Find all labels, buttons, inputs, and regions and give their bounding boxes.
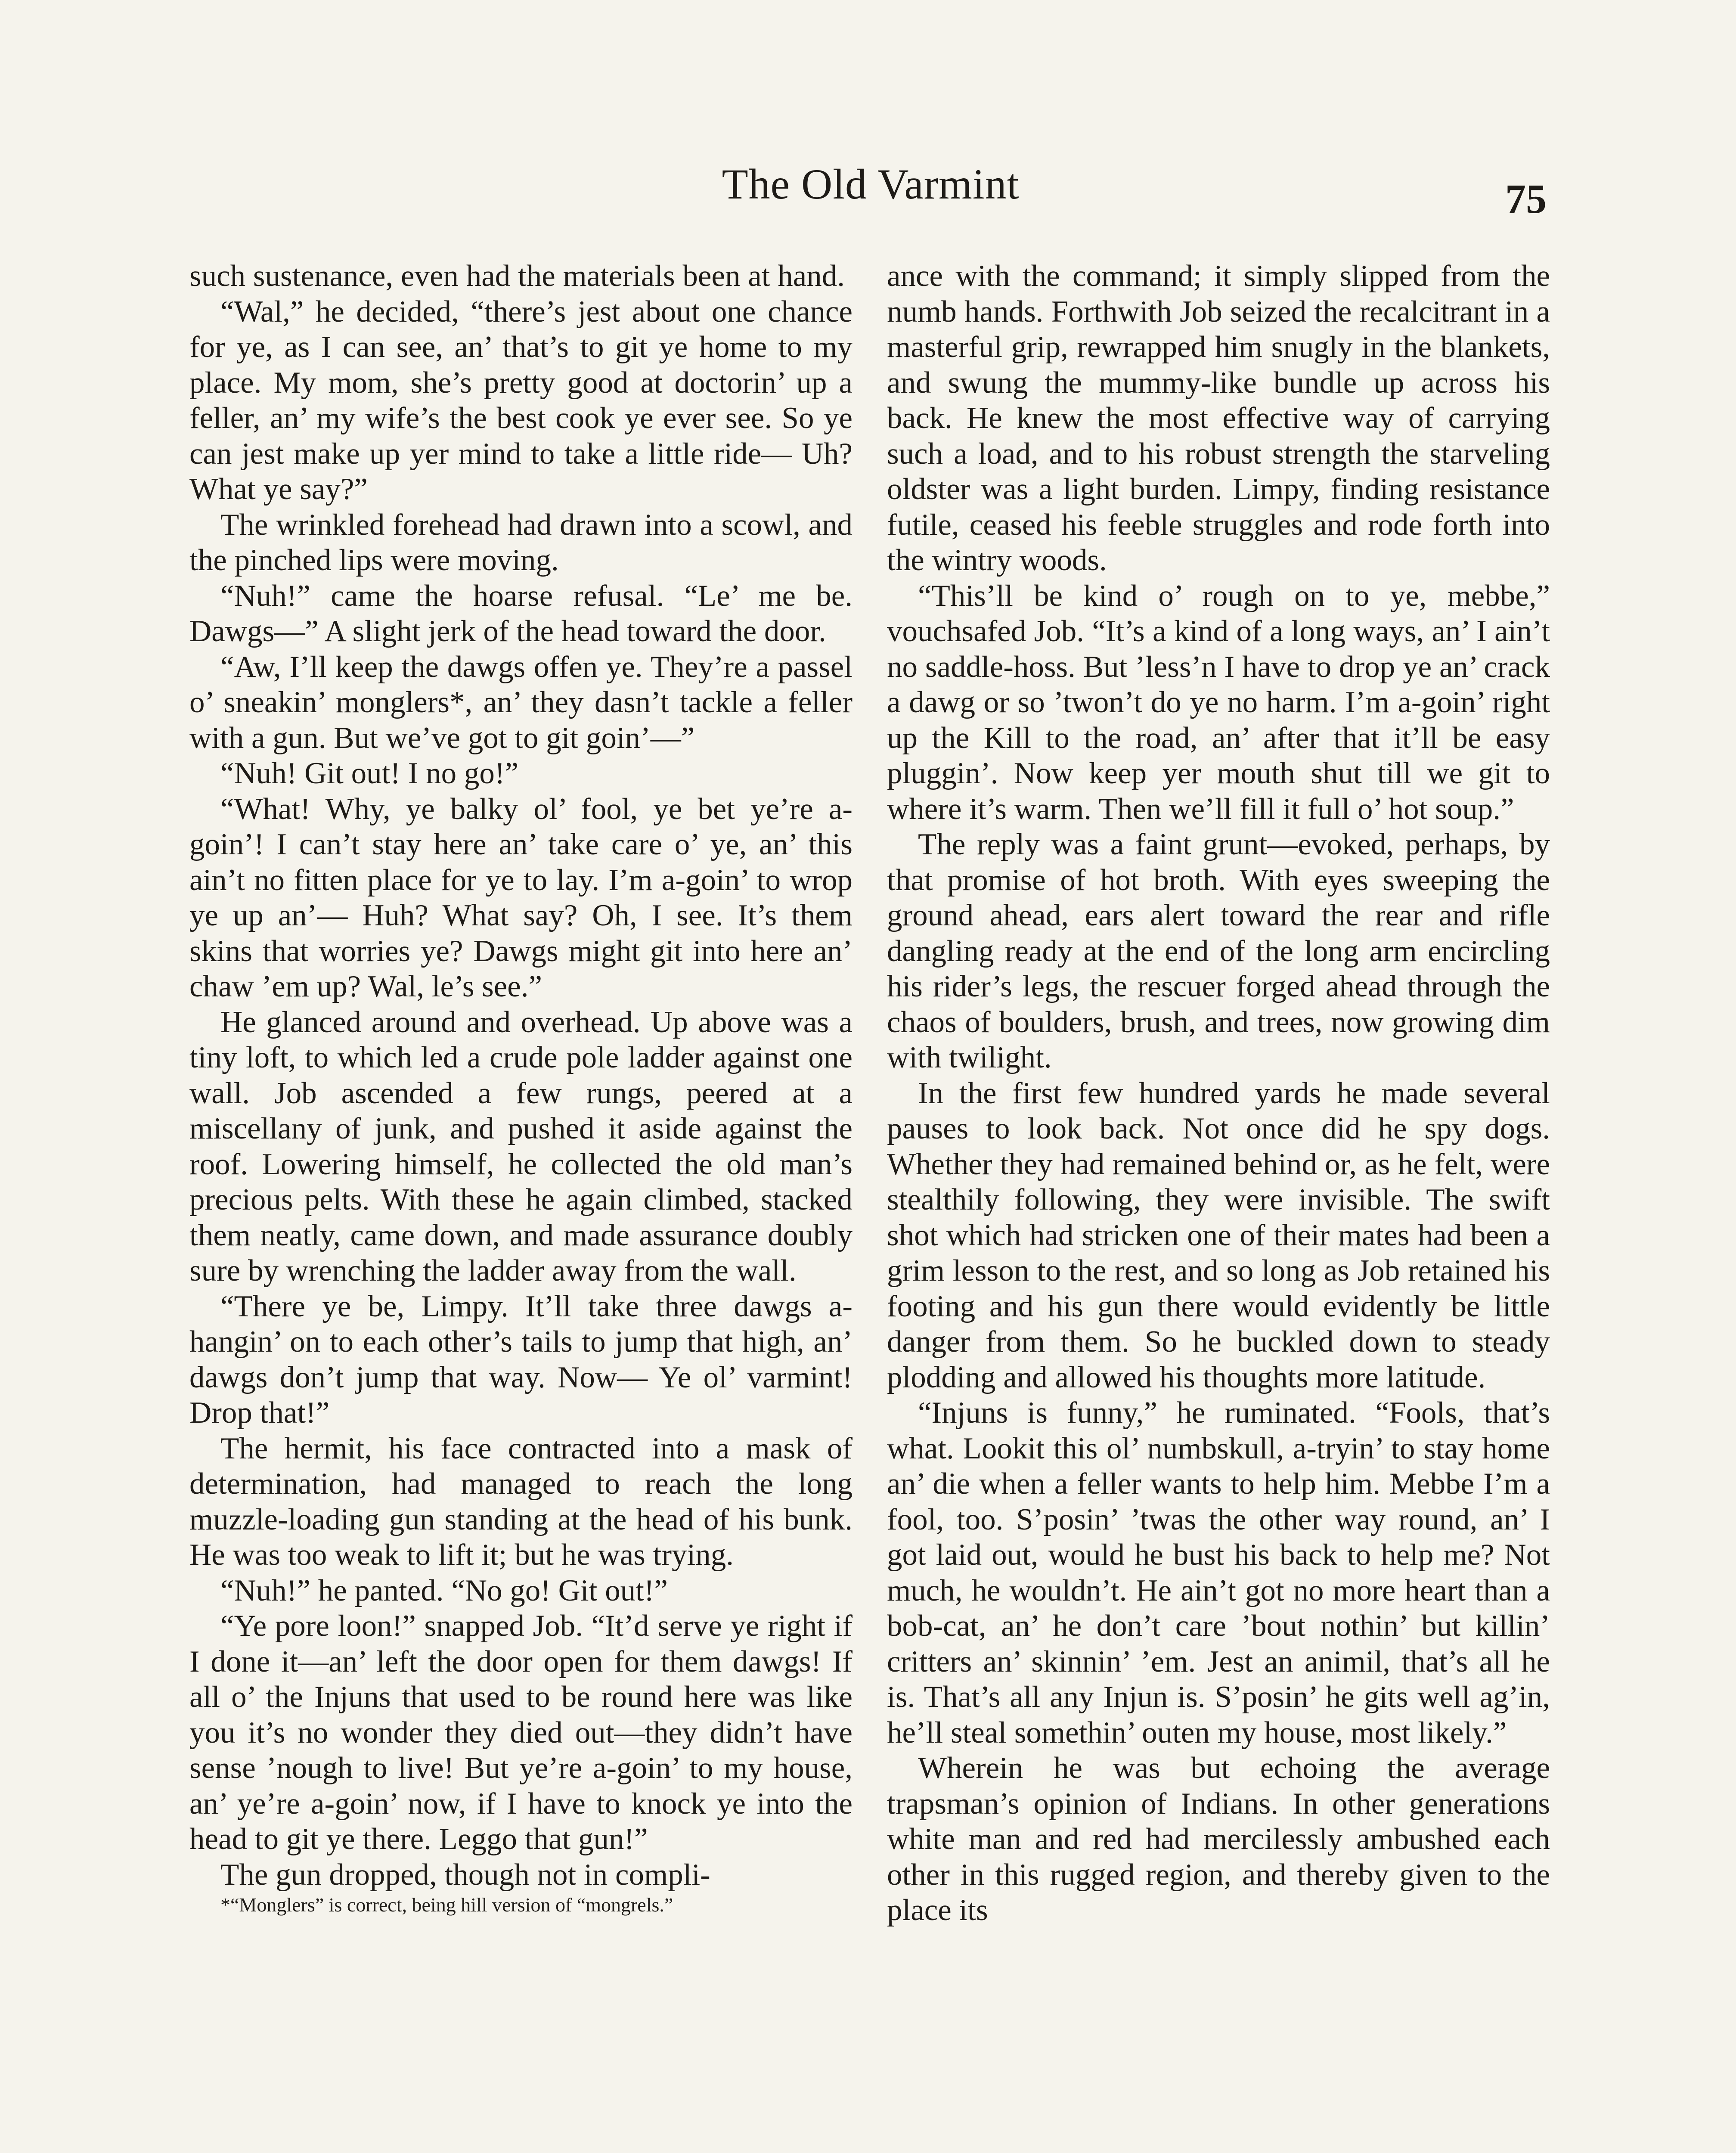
paragraph: “This’ll be kind o’ rough on to ye, mebbe,” vouchsafed Job. “It’s a kind of a long ways, an’ I ain’t no saddle-hoss. But ’less’n I have to drop ye an’ crack a dawg or so ’twon’t do ye no harm. I’m a-goin’ right up the Kill to the road, an’ after that it’ll be easy pluggin’. Now keep yer mouth shut till we git to where it’s warm. Then we’ll fill it full o’ hot soup.” [887, 579, 1550, 826]
paragraph: The hermit, his face contracted into a mask of determination, had managed to reach the long muzzle-loading gun standing at the head of his bunk. He was too weak to lift it; but he was trying. [189, 1431, 852, 1572]
footnote: *“Monglers” is correct, being hill version of “mongrels.” [220, 1894, 673, 1916]
paragraph: “Wal,” he decided, “there’s jest about one chance for ye, as I can see, an’ that’s to git ye home to my place. My mom, she’s pretty good at doctorin’ up a feller, an’ my wife’s the best cook ye ever see. So ye can jest make up yer mind to take a little ride— Uh? What ye say?” [189, 295, 852, 506]
right-column [887, 258, 1550, 1928]
paragraph: The reply was a faint grunt—evoked, perhaps, by that promise of hot broth. With eyes sweeping the ground ahead, ears alert toward the rear and rifle dangling ready at the end of the long arm encircling his rider’s legs, the rescuer forged ahead through the chaos of boulders, brush, and trees, now growing dim with twilight. [887, 828, 1550, 1074]
paragraph: “Ye pore loon!” snapped Job. “It’d serve ye right if I done it—an’ left the door open for them dawgs! If all o’ the Injuns that used to be round here was like you it’s no wonder they died out—they didn’t have sense ’nough to live! But ye’re a-goin’ to my house, an’ ye’re a-goin’ now, if I have to knock ye into the head to git ye there. Leggo that gun!” [189, 1609, 852, 1856]
paragraph: “There ye be, Limpy. It’ll take three dawgs a-hangin’ on to each other’s tails to jump that high, an’ dawgs don’t jump that way. Now— Ye ol’ varmint! Drop that!” [189, 1289, 852, 1430]
paragraph: He glanced around and overhead. Up above was a tiny loft, to which led a crude pole ladder against one wall. Job ascended a few rungs, peered at a miscellany of junk, and pushed it aside against the roof. Lowering himself, he collected the old man’s precious pelts. With these he again climbed, stacked them neatly, came down, and made assurance doubly sure by wrenching the ladder away from the wall. [189, 1005, 852, 1287]
paragraph: “Aw, I’ll keep the dawgs offen ye. They’re a passel o’ sneakin’ monglers*, an’ they dasn’t tackle a feller with a gun. But we’ve got to git goin’—” [189, 650, 852, 755]
left-column [189, 258, 852, 1917]
paragraph: “Injuns is funny,” he ruminated. “Fools, that’s what. Lookit this ol’ numbskull, a-tryin’ to stay home an’ die when a feller wants to help him. Mebbe I’m a fool, too. S’posin’ ’twas the other way round, an’ I got laid out, would he bust his back to help me? Not much, he wouldn’t. He ain’t got no more heart than a bob-cat, an’ he don’t care ’bout nothin’ but killin’ critters an’ skinnin’ ’em. Jest an animil, that’s all he is. That’s all any Injun is. S’posin’ he gits well ag’in, he’ll steal somethin’ outen my house, most likely.” [887, 1396, 1550, 1750]
paragraph: The wrinkled forehead had drawn into a scowl, and the pinched lips were moving. [189, 508, 852, 577]
paragraph: such sustenance, even had the materials been at hand. [189, 259, 845, 293]
paragraph: Wherein he was but echoing the average trapsman’s opinion of Indians. In other generations white man and red had mercilessly ambushed each other in this rugged region, and thereby given to the place its [887, 1751, 1550, 1927]
paragraph: “Nuh!” he panted. “No go! Git out!” [220, 1573, 668, 1607]
paragraph: ance with the command; it simply slipped from the numb hands. Forthwith Job seized the recalcitrant in a masterful grip, rewrapped him snugly in the blankets, and swung the mummy-like bundle up across his back. He knew the most effective way of carrying such a load, and to his robust strength the starveling oldster was a light burden. Limpy, finding resistance futile, ceased his feeble struggles and rode forth into the wintry woods. [887, 259, 1550, 577]
running-title: The Old Varmint [722, 160, 1020, 208]
paragraph: “Nuh!” came the hoarse refusal. “Le’ me be. Dawgs—” A slight jerk of the head toward the door. [189, 579, 852, 648]
paragraph: In the first few hundred yards he made several pauses to look back. Not once did he spy dogs. Whether they had remained behind or, as he felt, were stealthily following, they were invisible. The swift shot which had stricken one of their mates had been a grim lesson to the rest, and so long as Job retained his footing and his gun there would evidently be little danger from them. So he buckled down to steady plodding and allowed his thoughts more latitude. [887, 1076, 1550, 1394]
paragraph: “Nuh! Git out! I no go!” [220, 757, 519, 790]
page-number: 75 [1505, 176, 1547, 222]
paragraph: “What! Why, ye balky ol’ fool, ye bet ye’re a-goin’! I can’t stay here an’ take care o’ ye, an’ this ain’t no fitten place for ye to lay. I’m a-goin’ to wrop ye up an’— Huh? What say? Oh, I see. It’s them skins that worries ye? Dawgs might git into here an’ chaw ’em up? Wal, le’s see.” [189, 792, 852, 1003]
paragraph: The gun dropped, though not in compli- [220, 1858, 710, 1892]
running-header [0, 159, 1736, 220]
